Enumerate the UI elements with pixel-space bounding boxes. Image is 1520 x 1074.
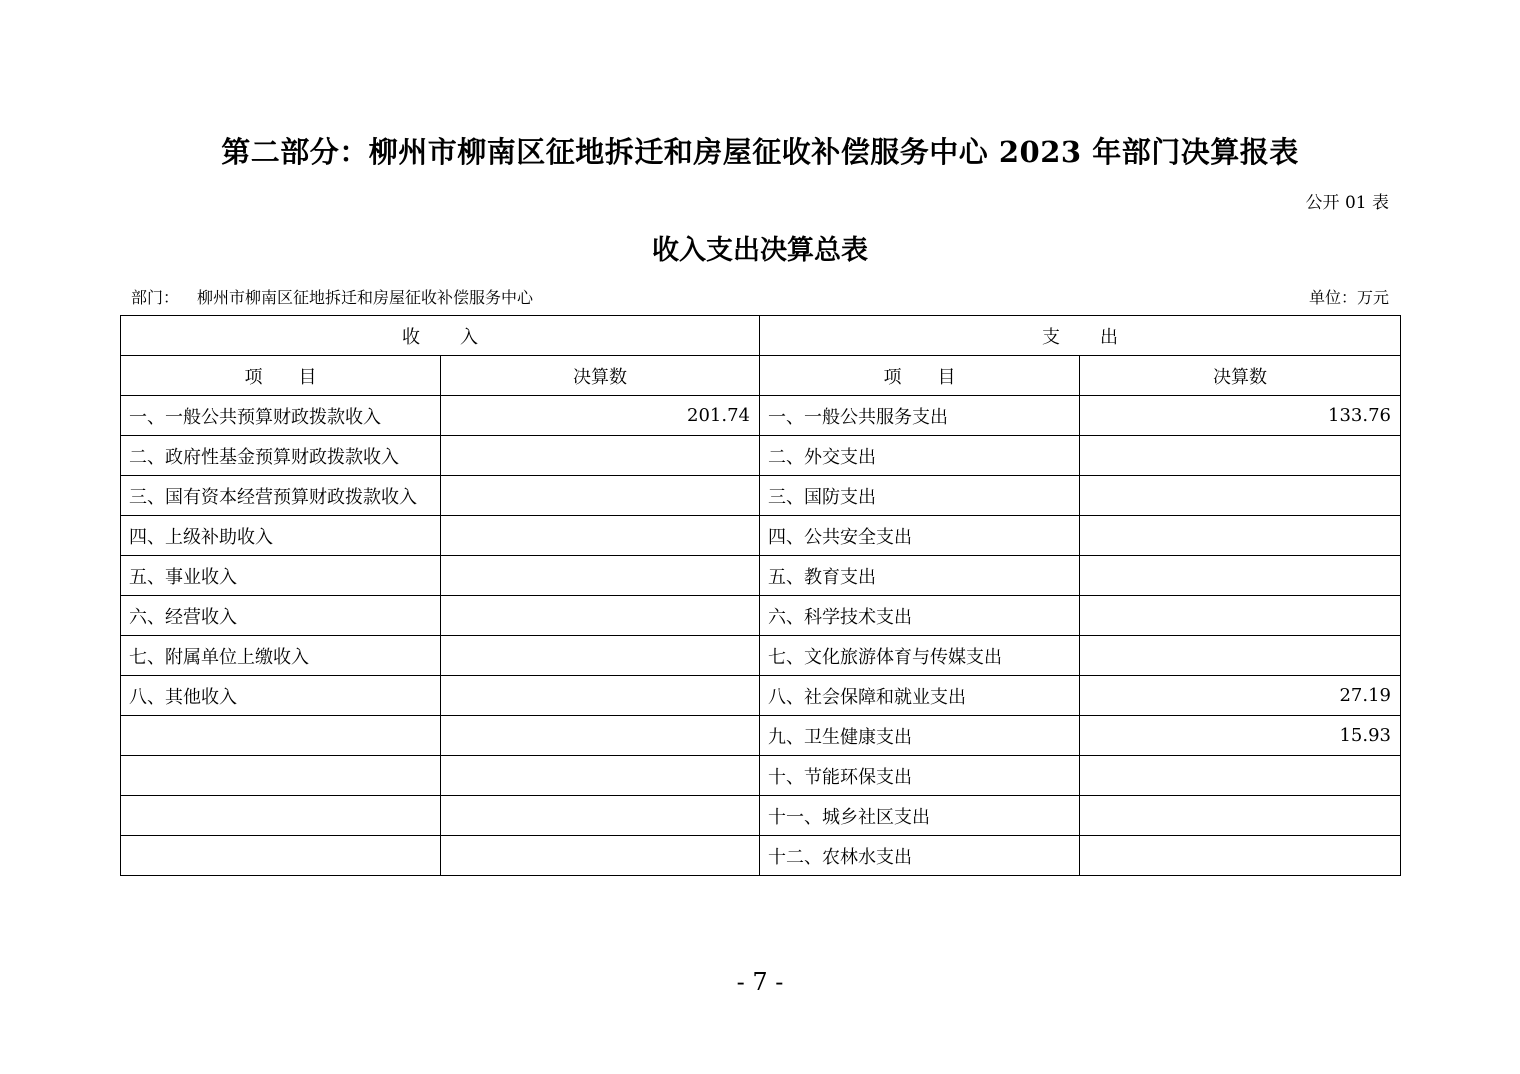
income-item: 八、其他收入 [121, 676, 441, 716]
expense-amount [1080, 836, 1401, 876]
expense-item: 二、外交支出 [760, 436, 1080, 476]
income-amount [441, 636, 760, 676]
table-title: 收入支出决算总表 [652, 235, 868, 266]
income-item-header: 项目 [121, 356, 441, 396]
table-row [121, 396, 1401, 436]
expense-section-header: 支出 [760, 316, 1401, 356]
income-item: 一、一般公共预算财政拨款收入 [121, 396, 441, 436]
income-amount [441, 516, 760, 556]
income-item: 五、事业收入 [121, 556, 441, 596]
expense-amount: 27.19 [1080, 676, 1401, 716]
expense-item: 九、卫生健康支出 [760, 716, 1080, 756]
column-header-row [121, 356, 1401, 396]
expense-item: 七、文化旅游体育与传媒支出 [760, 636, 1080, 676]
expense-item: 十、节能环保支出 [760, 756, 1080, 796]
expense-amount [1080, 476, 1401, 516]
expense-amount [1080, 556, 1401, 596]
table-row [121, 716, 1401, 756]
page-number: - 7 - [736, 968, 784, 996]
expense-amount [1080, 636, 1401, 676]
income-amount [441, 676, 760, 716]
income-amount [441, 476, 760, 516]
department-name: 柳州市柳南区征地拆迁和房屋征收补偿服务中心 [197, 288, 534, 307]
income-amount-header: 决算数 [441, 356, 760, 396]
expense-item: 一、一般公共服务支出 [760, 396, 1080, 436]
expense-amount [1080, 796, 1401, 836]
expense-item: 十二、农林水支出 [760, 836, 1080, 876]
income-item: 六、经营收入 [121, 596, 441, 636]
table-row [121, 636, 1401, 676]
expense-amount [1080, 436, 1401, 476]
income-amount [441, 796, 760, 836]
expense-item: 八、社会保障和就业支出 [760, 676, 1080, 716]
income-amount [441, 556, 760, 596]
department-label: 部门： [131, 288, 180, 307]
table-row [121, 796, 1401, 836]
unit-label: 单位：万元 [1308, 288, 1389, 307]
expense-amount: 15.93 [1080, 716, 1401, 756]
form-code: 公开 01 表 [1305, 193, 1389, 213]
income-item: 二、政府性基金预算财政拨款收入 [121, 436, 441, 476]
expense-item-header: 项目 [760, 356, 1080, 396]
table-row [121, 596, 1401, 636]
expense-item: 五、教育支出 [760, 556, 1080, 596]
income-item: 四、上级补助收入 [121, 516, 441, 556]
table-row [121, 836, 1401, 876]
table-row [121, 516, 1401, 556]
table-row [121, 676, 1401, 716]
document-title: 第二部分：柳州市柳南区征地拆迁和房屋征收补偿服务中心 2023 年部门决算报表 [221, 135, 1299, 169]
income-amount [441, 716, 760, 756]
income-item [121, 756, 441, 796]
table-row [121, 436, 1401, 476]
income-item: 七、附属单位上缴收入 [121, 636, 441, 676]
expense-item: 六、科学技术支出 [760, 596, 1080, 636]
table-row [121, 756, 1401, 796]
department-line [131, 285, 533, 308]
expense-amount-header: 决算数 [1080, 356, 1401, 396]
expense-item: 四、公共安全支出 [760, 516, 1080, 556]
income-expense-table [120, 315, 1401, 876]
table-row [121, 556, 1401, 596]
income-item: 三、国有资本经营预算财政拨款收入 [121, 476, 441, 516]
expense-amount: 133.76 [1080, 396, 1401, 436]
expense-item: 三、国防支出 [760, 476, 1080, 516]
income-section-header: 收入 [121, 316, 760, 356]
income-amount [441, 596, 760, 636]
income-amount [441, 436, 760, 476]
income-item [121, 716, 441, 756]
expense-amount [1080, 756, 1401, 796]
section-header-row [121, 316, 1401, 356]
expense-amount [1080, 516, 1401, 556]
table-row [121, 476, 1401, 516]
expense-item: 十一、城乡社区支出 [760, 796, 1080, 836]
income-amount [441, 836, 760, 876]
income-amount [441, 756, 760, 796]
expense-amount [1080, 596, 1401, 636]
income-item [121, 836, 441, 876]
income-amount: 201.74 [441, 396, 760, 436]
income-item [121, 796, 441, 836]
